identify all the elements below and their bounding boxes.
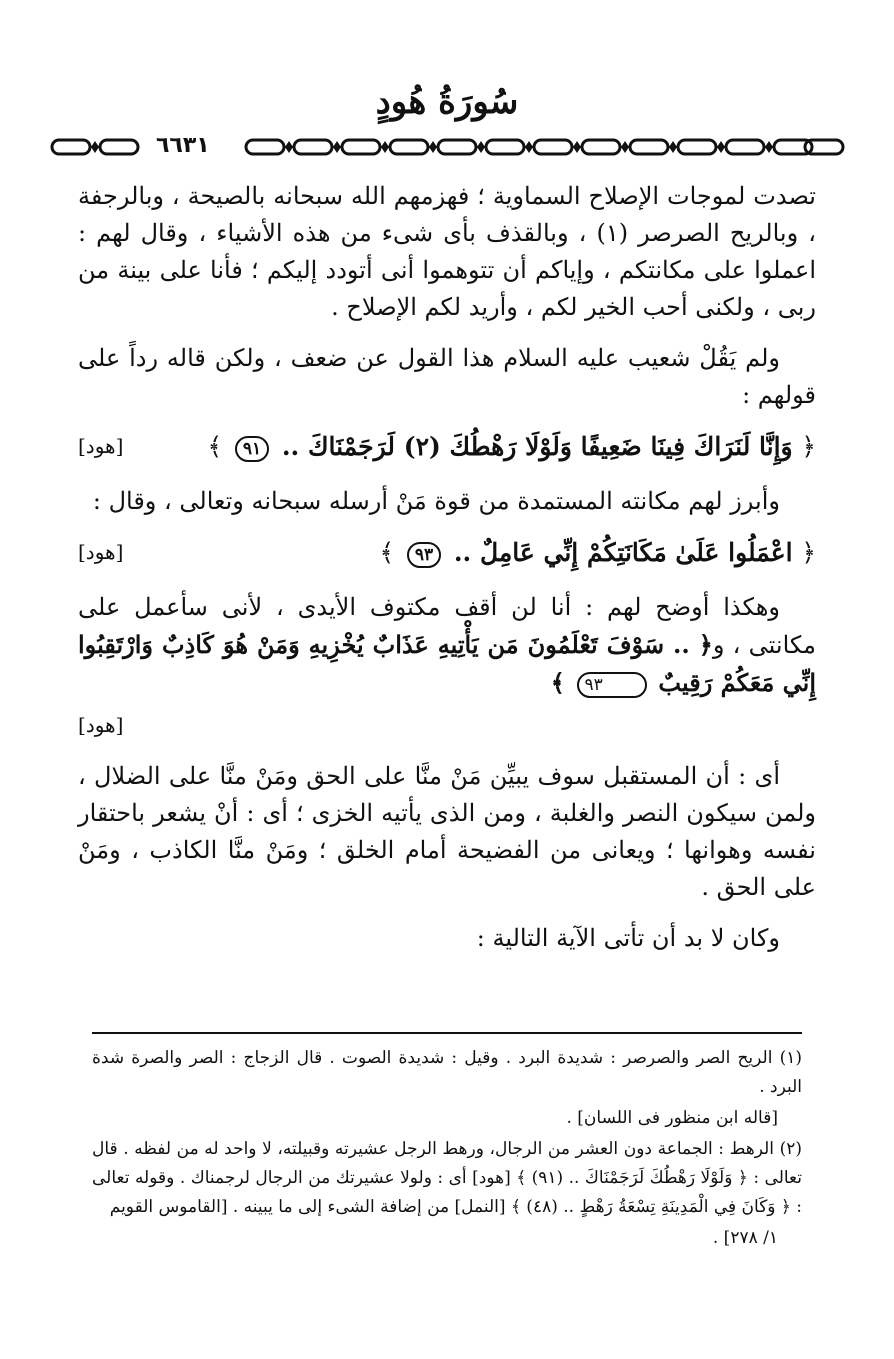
verse-body: اعْمَلُوا عَلَىٰ مَكَانَتِكُمْ إِنِّي عَامِلٌ .. bbox=[453, 538, 793, 567]
verse-close-bracket: ﴾ bbox=[379, 538, 395, 567]
footnote-2-source: ١/ ٢٧٨] . bbox=[712, 1228, 778, 1248]
ayah-number: ٩٣ bbox=[407, 542, 441, 568]
verse-open-bracket: ﴿ bbox=[801, 538, 816, 567]
paragraph: تصدت لموجات الإصلاح السماوية ؛ فهزمهم الله سبحانه بالصيحة ، وبالرجفة ، وبالريح الصرصر (١) ، وبالقذف بأى شىء من هذه الأشياء ، وقال لهم : اعملوا على مكانتكم ، وإياكم أن تتوهموا أنى أتودد إليكم ؛ فأنا على بينة من ربى ، ولكنى أحب الخير لكم ، وأريد لكم الإصلاح . bbox=[78, 182, 817, 321]
paragraph-text: وهكذا أوضح لهم : أنا لن أقف مكتوف الأيدى ، لأنى سأعمل على مكانتى ، و bbox=[78, 593, 816, 659]
verse-source-row bbox=[78, 706, 816, 744]
quran-verse bbox=[78, 534, 816, 571]
verse-body: وَإِنَّا لَنَرَاكَ فِينَا ضَعِيفًا وَلَوْلَا رَهْطُكَ (٢) لَرَجَمْنَاكَ .. bbox=[281, 432, 793, 461]
main-text bbox=[78, 178, 816, 971]
verse-close-bracket: ﴾ bbox=[550, 668, 565, 697]
surah-title: سُورَةُ هُودٍ bbox=[375, 82, 519, 122]
paragraph: وكان لا بد أن تأتى الآية التالية : bbox=[476, 924, 780, 952]
verse-source: [هود] bbox=[78, 713, 124, 737]
footnote-separator bbox=[92, 1032, 802, 1034]
verse-open-bracket: ﴿ bbox=[801, 432, 816, 461]
ayah-number: ٩٣ bbox=[577, 672, 647, 698]
footnote-1-source: [قاله ابن منظور فى اللسان] . bbox=[566, 1108, 778, 1128]
verse-source: [هود] bbox=[78, 540, 124, 564]
verse-text bbox=[207, 428, 816, 465]
paragraph: ولم يَقُلْ شعيب عليه السلام هذا القول عن ضعف ، ولكن قاله رداً على قولهم : bbox=[78, 344, 816, 409]
decorative-border bbox=[50, 135, 845, 159]
footnote-2: (٢) الرهط : الجماعة دون العشر من الرجال، ورهط الرجل عشيرته وقبيلته، لا واحد له من لفظه . قال تعالى : ﴿ وَلَوْلَا رَهْطُكَ لَرَجَمْنَاكَ .. (٩١) ﴾ [هود] أى : ولولا عشيرتك من الرجال لرجمناك . وقوله تعالى : ﴿ وَكَانَ فِي الْمَدِينَةِ تِسْعَةُ رَهْطٍ .. (٤٨) ﴾ [النمل] من إضافة الشىء إلى ما يبينه . [القاموس القويم bbox=[92, 1139, 802, 1217]
verse-source: [هود] bbox=[78, 434, 124, 458]
verse-close-bracket: ﴾ bbox=[207, 432, 223, 461]
page-number: ٦٦٣١ bbox=[150, 131, 216, 161]
paragraph bbox=[78, 589, 816, 702]
paragraph: أى : أن المستقبل سوف يبيِّن مَنْ منَّا على الحق ومَنْ منَّا على الضلال ، ولمن سيكون النصر والغلبة ، ومن الذى يأتيه الخزى ؛ أى : أنْ يشعر باحتقار نفسه وهوانها ؛ ويعانى من الفضيحة أمام الخلق ؛ ومَنْ منَّا الكاذب ، ومَنْ على الحق . bbox=[78, 762, 816, 901]
quran-verse bbox=[78, 428, 816, 465]
footnote-1: (١) الريح الصر والصرصر : شديدة البرد . وقيل : شديدة الصوت . قال الزجاج : الصر والصرة شدة البرد . bbox=[92, 1048, 802, 1097]
inline-verse: ﴿ .. سَوْفَ تَعْلَمُونَ مَن يَأْتِيهِ عَذَابٌ يُخْزِيهِ وَمَنْ هُوَ كَاذِبٌ وَارْتَقِبُوا إِنِّي مَعَكُمْ رَقِيبٌ bbox=[78, 630, 816, 697]
verse-text bbox=[379, 534, 816, 571]
footnotes bbox=[92, 1044, 802, 1255]
paragraph: وأبرز لهم مكانته المستمدة من قوة مَنْ أرسله سبحانه وتعالى ، وقال : bbox=[92, 487, 780, 515]
ayah-number: ٩١ bbox=[235, 436, 269, 462]
